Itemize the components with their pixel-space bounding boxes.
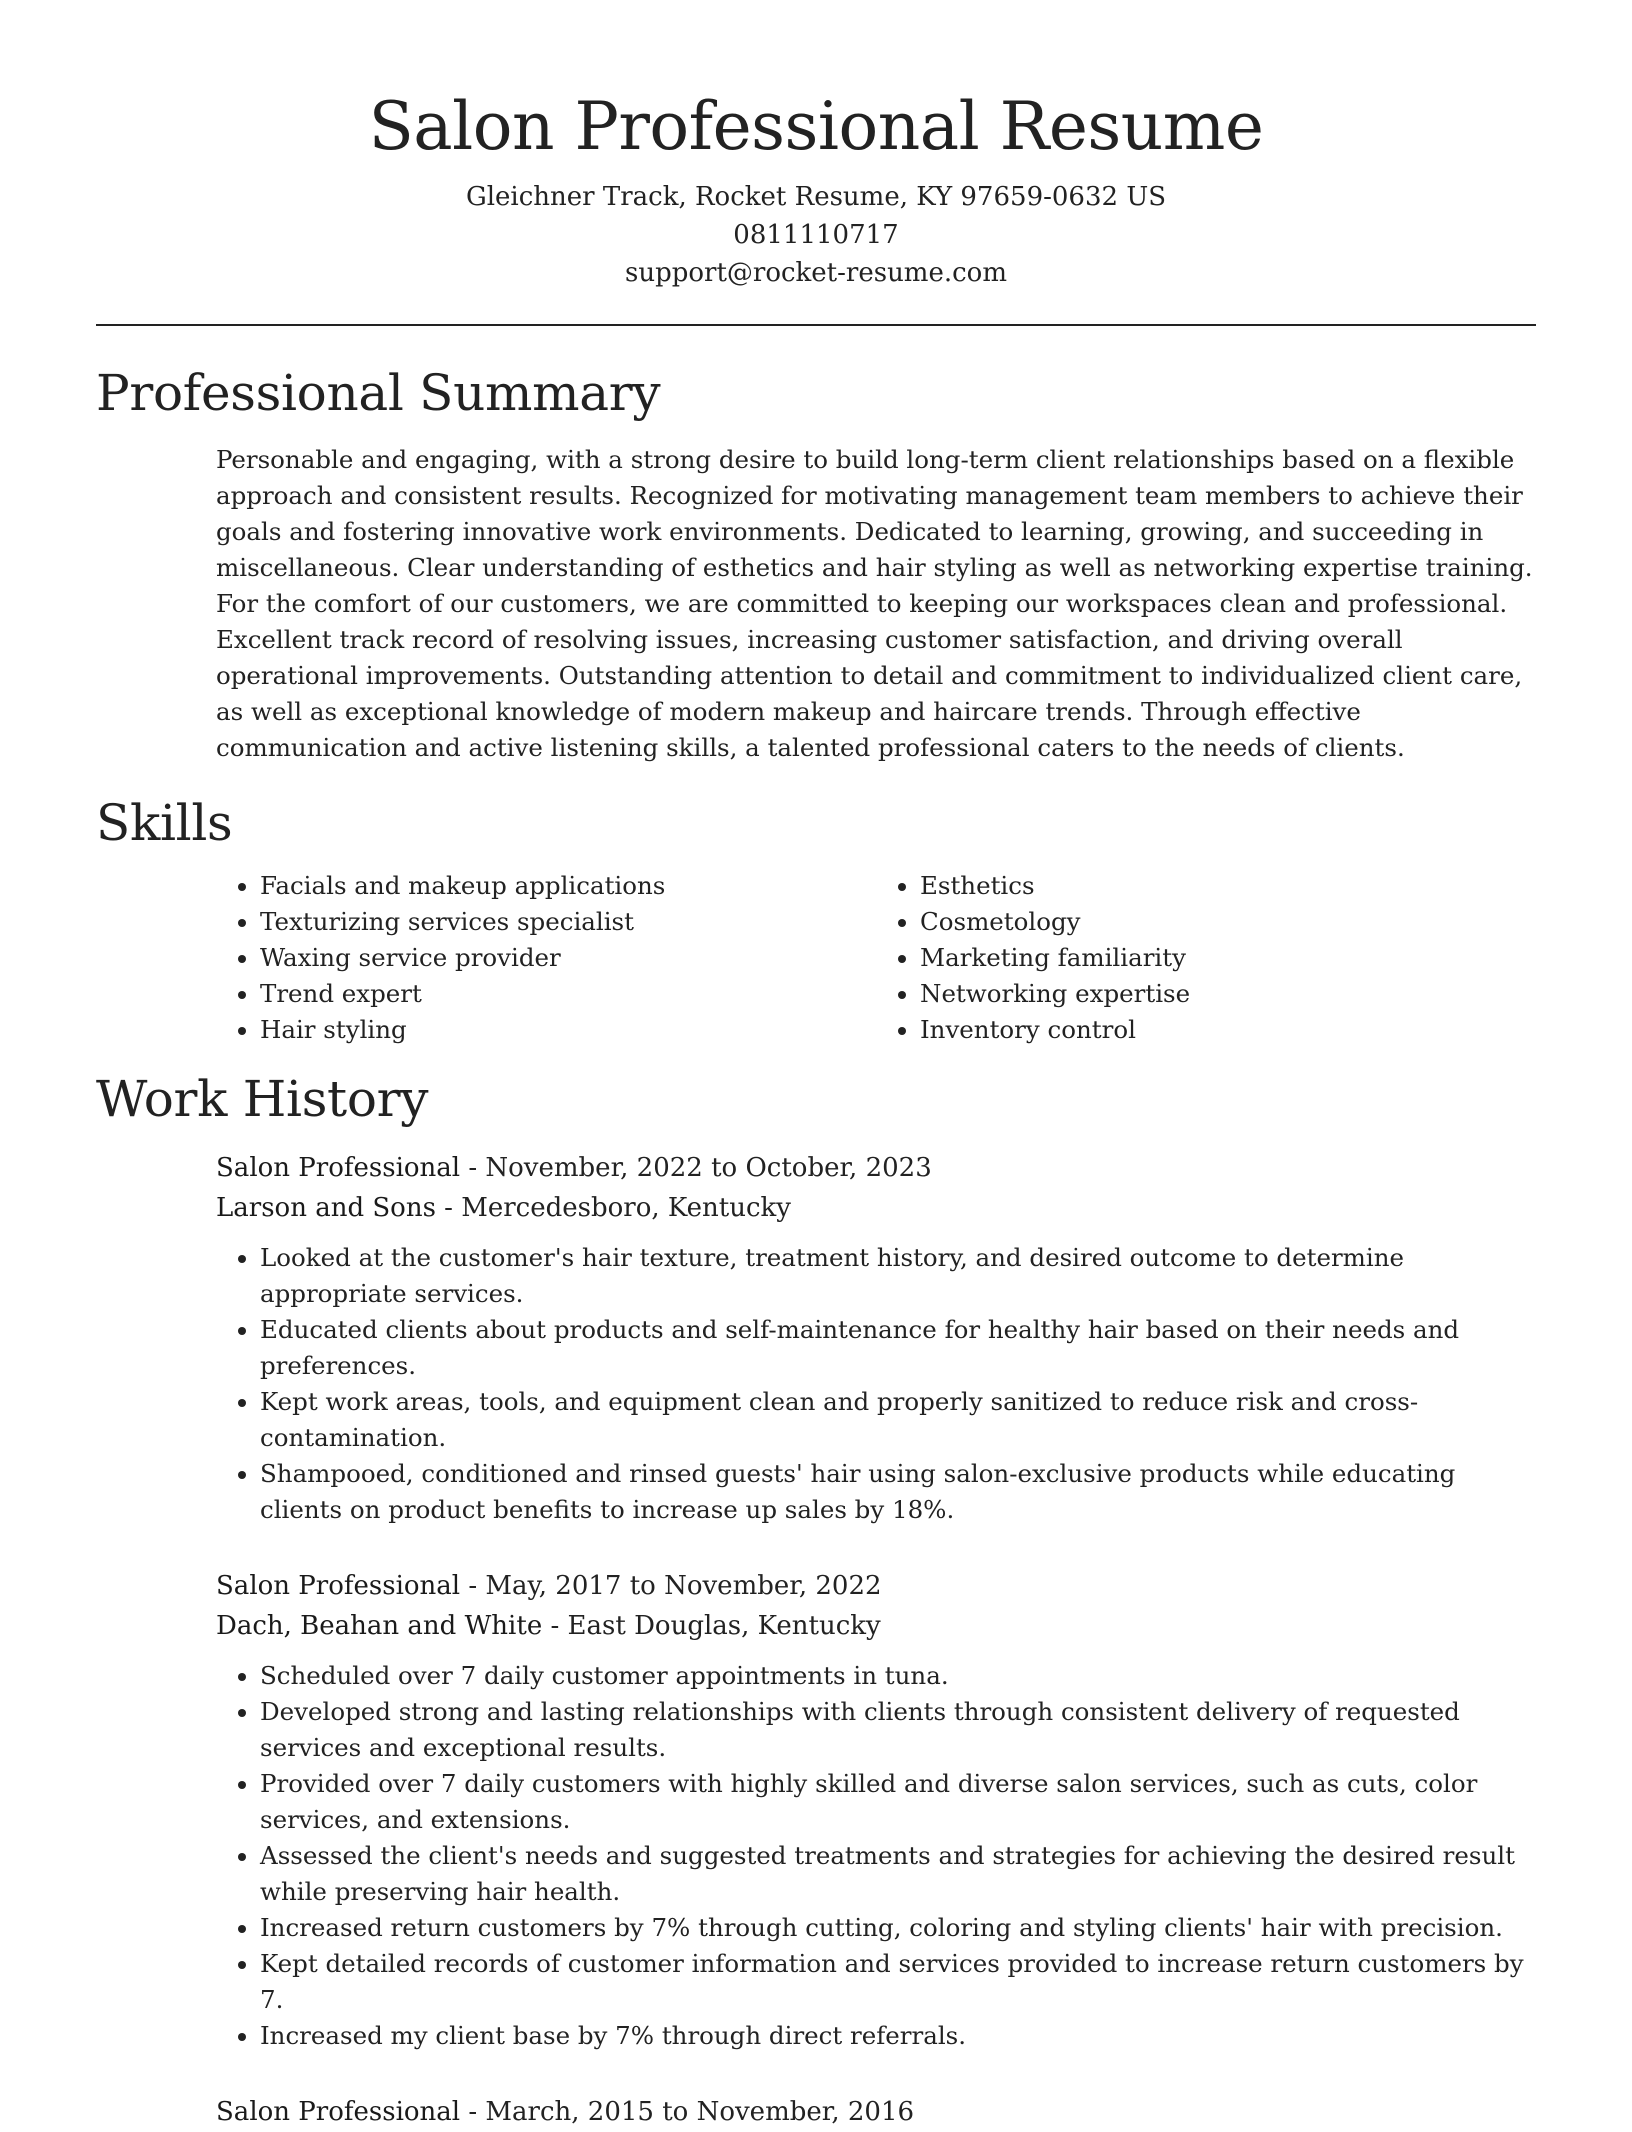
job-entry (216, 2092, 1536, 2132)
job-title-line (216, 2092, 1536, 2132)
skill-item: • Cosmetology (920, 904, 1536, 940)
job-company: Dach, Beahan and White (216, 1611, 543, 1641)
job-title-line (216, 1566, 1536, 1606)
skill-item: • Esthetics (920, 868, 1536, 904)
job-title: Salon Professional (216, 2097, 461, 2127)
skill-item: • Hair styling (260, 1012, 876, 1048)
job-location: - East Douglas, Kentucky (542, 1611, 881, 1641)
skills-column-left (216, 868, 876, 1048)
skill-item: • Trend expert (260, 976, 876, 1012)
job-entry (216, 1566, 1536, 2054)
job-company-line (216, 1606, 1536, 1646)
skill-item: • Inventory control (920, 1012, 1536, 1048)
skill-item: • Marketing familiarity (920, 940, 1536, 976)
job-bullet: • Looked at the customer's hair texture, treatment history, and desired outcome to determine appropriate services. (260, 1240, 1536, 1312)
job-bullet: • Educated clients about products and self-maintenance for healthy hair based on their needs and preferences. (260, 1312, 1536, 1384)
skill-item: • Networking expertise (920, 976, 1536, 1012)
job-title: Salon Professional (216, 1571, 461, 1601)
skills-heading: Skills (96, 794, 233, 852)
contact-phone: 0811110717 (733, 220, 899, 250)
work-history-heading: Work History (96, 1070, 429, 1128)
contact-email: support@rocket-resume.com (624, 258, 1007, 288)
summary-text: Personable and engaging, with a strong desire to build long-term client relationships based on a flexible approach and consistent results. Recognized for motivating management team members to achieve their goals and fostering innovative work environments. Dedicated to learning, growing, and succeeding in miscellaneous. Clear understanding of esthetics and hair styling as well as networking expertise training. For the comfort of our customers, we are committed to keeping our workspaces clean and professional. Excellent track record of resolving issues, increasing customer satisfaction, and driving overall operational improvements. Outstanding attention to detail and commitment to individualized client care, as well as exceptional knowledge of modern makeup and haircare trends. Through effective communication and active listening skills, a talented professional caters to the needs of clients. (216, 445, 1533, 762)
job-bullet: • Scheduled over 7 daily customer appointments in tuna. (260, 1658, 1536, 1694)
job-dates: - November, 2022 to October, 2023 (460, 1153, 932, 1183)
contact-address: Gleichner Track, Rocket Resume, KY 97659-0632 US (465, 182, 1167, 212)
job-bullet: • Increased return customers by 7% through cutting, coloring and styling clients' hair with precision. (260, 1910, 1536, 1946)
job-bullet: • Shampooed, conditioned and rinsed guests' hair using salon-exclusive products while educating clients on product benefits to increase up sales by 18%. (260, 1456, 1536, 1528)
job-title-line (216, 1148, 1536, 1188)
job-bullets (216, 1658, 1536, 2054)
job-title: Salon Professional (216, 1153, 461, 1183)
job-bullet: • Kept detailed records of customer information and services provided to increase return customers by 7. (260, 1946, 1536, 2018)
job-entry (216, 1148, 1536, 1528)
skill-item: • Texturizing services specialist (260, 904, 876, 940)
skill-item: • Waxing service provider (260, 940, 876, 976)
job-bullet: • Increased my client base by 7% through direct referrals. (260, 2018, 1536, 2054)
job-bullets (216, 1240, 1536, 1528)
job-location: - Mercedesboro, Kentucky (435, 1193, 791, 1223)
job-dates: - May, 2017 to November, 2022 (460, 1571, 882, 1601)
resume-page (96, 0, 1536, 2132)
contact-block (96, 178, 1536, 292)
job-company: Larson and Sons (216, 1193, 436, 1223)
job-bullet: • Developed strong and lasting relationships with clients through consistent delivery of requested services and exceptional results. (260, 1694, 1536, 1766)
job-bullet: • Provided over 7 daily customers with highly skilled and diverse salon services, such as cuts, color services, and extensions. (260, 1766, 1536, 1838)
job-bullet: • Assessed the client's needs and suggested treatments and strategies for achieving the desired result while preserving hair health. (260, 1838, 1536, 1910)
skills-list (216, 868, 1536, 1048)
resume-title: Salon Professional Resume (368, 88, 1264, 165)
job-company-line (216, 1188, 1536, 1228)
header-divider (96, 324, 1536, 326)
summary-heading: Professional Summary (96, 364, 661, 422)
job-bullet: • Kept work areas, tools, and equipment clean and properly sanitized to reduce risk and cross-contamination. (260, 1384, 1536, 1456)
job-dates: - March, 2015 to November, 2016 (460, 2097, 915, 2127)
skills-column-right (876, 868, 1536, 1048)
skill-item: • Facials and makeup applications (260, 868, 876, 904)
